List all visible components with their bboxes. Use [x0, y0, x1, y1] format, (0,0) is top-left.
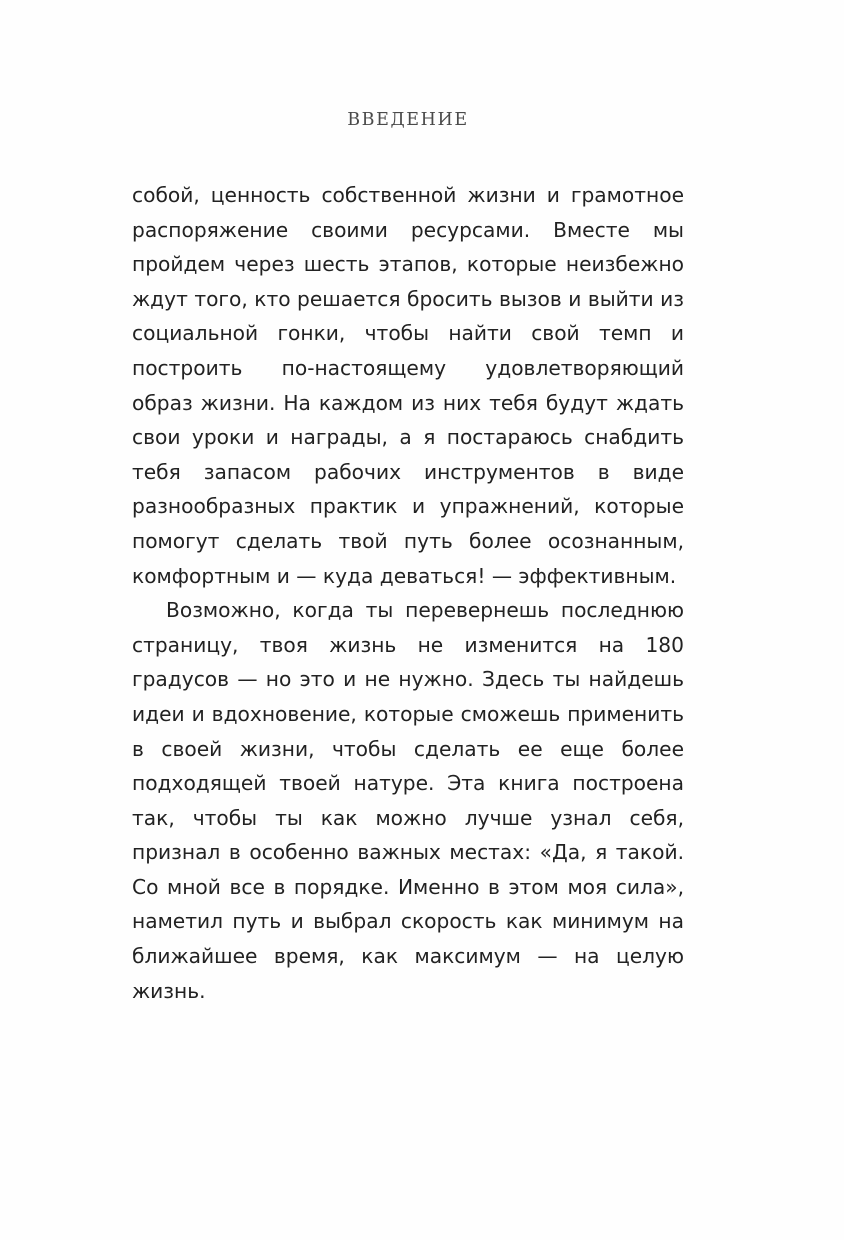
paragraph-1: собой, ценность собственной жизни и грамотное распоряжение своими ресурсами. Вместе мы пройдем через шесть этапов, которые неизбежно ждут того, кто решается бросить вызов и выйти из социальной гонки, чтобы найти свой темп и построить по-настоящему удовлетворяющий образ жизни. На каждом из них тебя будут ждать свои уроки и награды, а я постараюсь снабдить тебя запасом рабочих инструментов в виде разнообразных практик и упражнений, которые помогут сделать твой путь более осознанным, комфортным и — куда деваться! — эффективным. — [132, 183, 684, 588]
paragraph-2: Возможно, когда ты перевернешь последнюю страницу, твоя жизнь не изменится на 180 градусов — но это и не нужно. Здесь ты найдешь идеи и вдохновение, которые сможешь применить в своей жизни, чтобы сделать ее еще более подходящей твоей натуре. Эта книга построена так, чтобы ты как можно лучше узнал себя, признал в особенно важных местах: «Да, я такой. Со мной все в порядке. Именно в этом моя сила», наметил путь и выбрал скорость как минимум на ближайшее время, как максимум — на целую жизнь. — [132, 598, 684, 1003]
body-text — [132, 178, 684, 1008]
running-head: ВВЕДЕНИЕ — [347, 110, 469, 130]
page-content — [132, 110, 684, 1008]
